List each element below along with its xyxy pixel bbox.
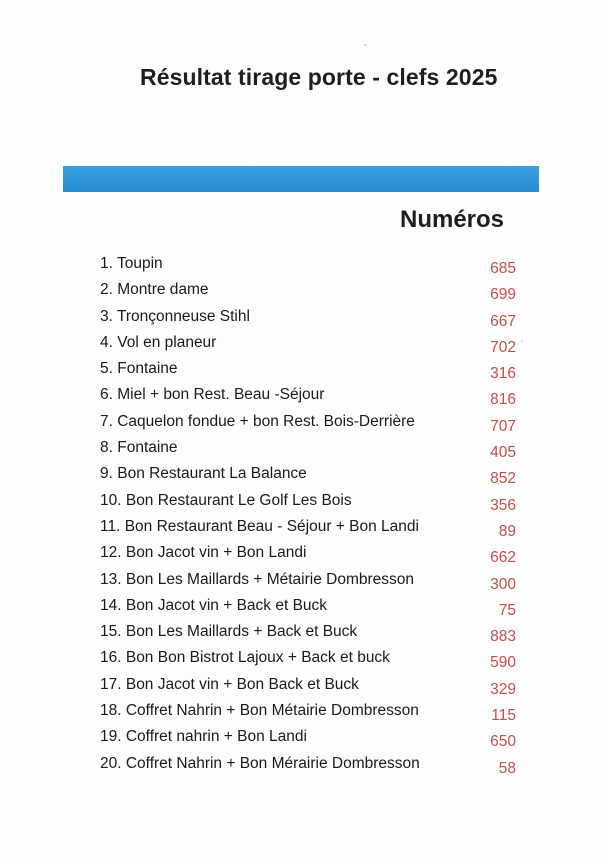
- prize-label: 4. Vol en planeur: [100, 333, 217, 351]
- ticket-number: 405: [490, 444, 516, 462]
- prize-label: 19. Coffret nahrin + Bon Landi: [100, 728, 307, 746]
- prize-label: 5. Fontaine: [100, 360, 178, 378]
- scan-speck: [364, 44, 367, 46]
- ticket-number: 667: [490, 312, 516, 330]
- ticket-number: 702: [490, 338, 516, 356]
- ticket-number: 590: [490, 654, 516, 672]
- prize-label: 7. Caquelon fondue + bon Rest. Bois-Derrière: [100, 412, 415, 430]
- prize-label: 9. Bon Restaurant La Balance: [100, 465, 307, 483]
- ticket-number: 707: [490, 417, 516, 435]
- blue-divider-band: [63, 166, 539, 192]
- ticket-number: 852: [490, 470, 516, 488]
- list-item: [0, 568, 604, 594]
- prize-label: 18. Coffret Nahrin + Bon Métairie Dombresson: [100, 702, 419, 720]
- list-item: [0, 278, 604, 304]
- list-item: [0, 462, 604, 488]
- ticket-number: 816: [490, 391, 516, 409]
- list-item: [0, 594, 604, 620]
- prize-label: 16. Bon Bon Bistrot Lajoux + Back et buck: [100, 649, 390, 667]
- ticket-number: 115: [491, 707, 516, 725]
- list-item: [0, 489, 604, 515]
- results-list: [0, 252, 604, 778]
- prize-label: 11. Bon Restaurant Beau - Séjour + Bon Landi: [100, 517, 419, 535]
- ticket-number: 650: [490, 733, 516, 751]
- prize-label: 14. Bon Jacot vin + Back et Buck: [100, 596, 328, 614]
- scan-speck: [521, 340, 523, 342]
- list-item: [0, 357, 604, 383]
- ticket-number: 883: [490, 628, 516, 646]
- list-item: [0, 383, 604, 409]
- list-item: [0, 305, 604, 331]
- list-item: [0, 436, 604, 462]
- prize-label: 10. Bon Restaurant Le Golf Les Bois: [100, 491, 352, 509]
- ticket-number: 316: [490, 365, 516, 383]
- prize-label: 3. Tronçonneuse Stihl: [100, 307, 250, 325]
- ticket-number: 699: [490, 286, 516, 304]
- prize-label: 1. Toupin: [100, 255, 163, 272]
- prize-label: 17. Bon Jacot vin + Bon Back et Buck: [100, 675, 359, 693]
- ticket-number: 356: [490, 496, 516, 514]
- ticket-number: 300: [490, 575, 516, 593]
- ticket-number: 685: [490, 260, 516, 277]
- prize-label: 2. Montre dame: [100, 281, 209, 299]
- prize-label: 20. Coffret Nahrin + Bon Mérairie Dombresson: [100, 754, 420, 772]
- ticket-number: 662: [490, 549, 516, 567]
- document-title: Résultat tirage porte - clefs 2025: [140, 64, 498, 90]
- ticket-number: 58: [498, 759, 516, 777]
- prize-label: 8. Fontaine: [100, 439, 178, 457]
- ticket-number: 89: [498, 522, 516, 540]
- numbers-column-header: Numéros: [400, 206, 505, 233]
- list-item: [0, 646, 604, 672]
- list-item: [0, 515, 604, 541]
- ticket-number: 75: [498, 601, 516, 619]
- prize-label: 6. Miel + bon Rest. Beau -Séjour: [100, 386, 325, 404]
- list-item: [0, 331, 604, 357]
- prize-label: 13. Bon Les Maillards + Métairie Dombresson: [100, 570, 415, 588]
- ticket-number: 329: [490, 680, 516, 698]
- list-item: [0, 620, 604, 646]
- prize-label: 15. Bon Les Maillards + Back et Buck: [100, 623, 358, 641]
- list-item: [0, 410, 604, 436]
- list-item: [0, 725, 604, 751]
- prize-label: 12. Bon Jacot vin + Bon Landi: [100, 544, 307, 562]
- list-item: [0, 673, 604, 699]
- list-item: [0, 699, 604, 725]
- list-item: [0, 252, 604, 278]
- list-item: [0, 752, 604, 778]
- list-item: [0, 541, 604, 567]
